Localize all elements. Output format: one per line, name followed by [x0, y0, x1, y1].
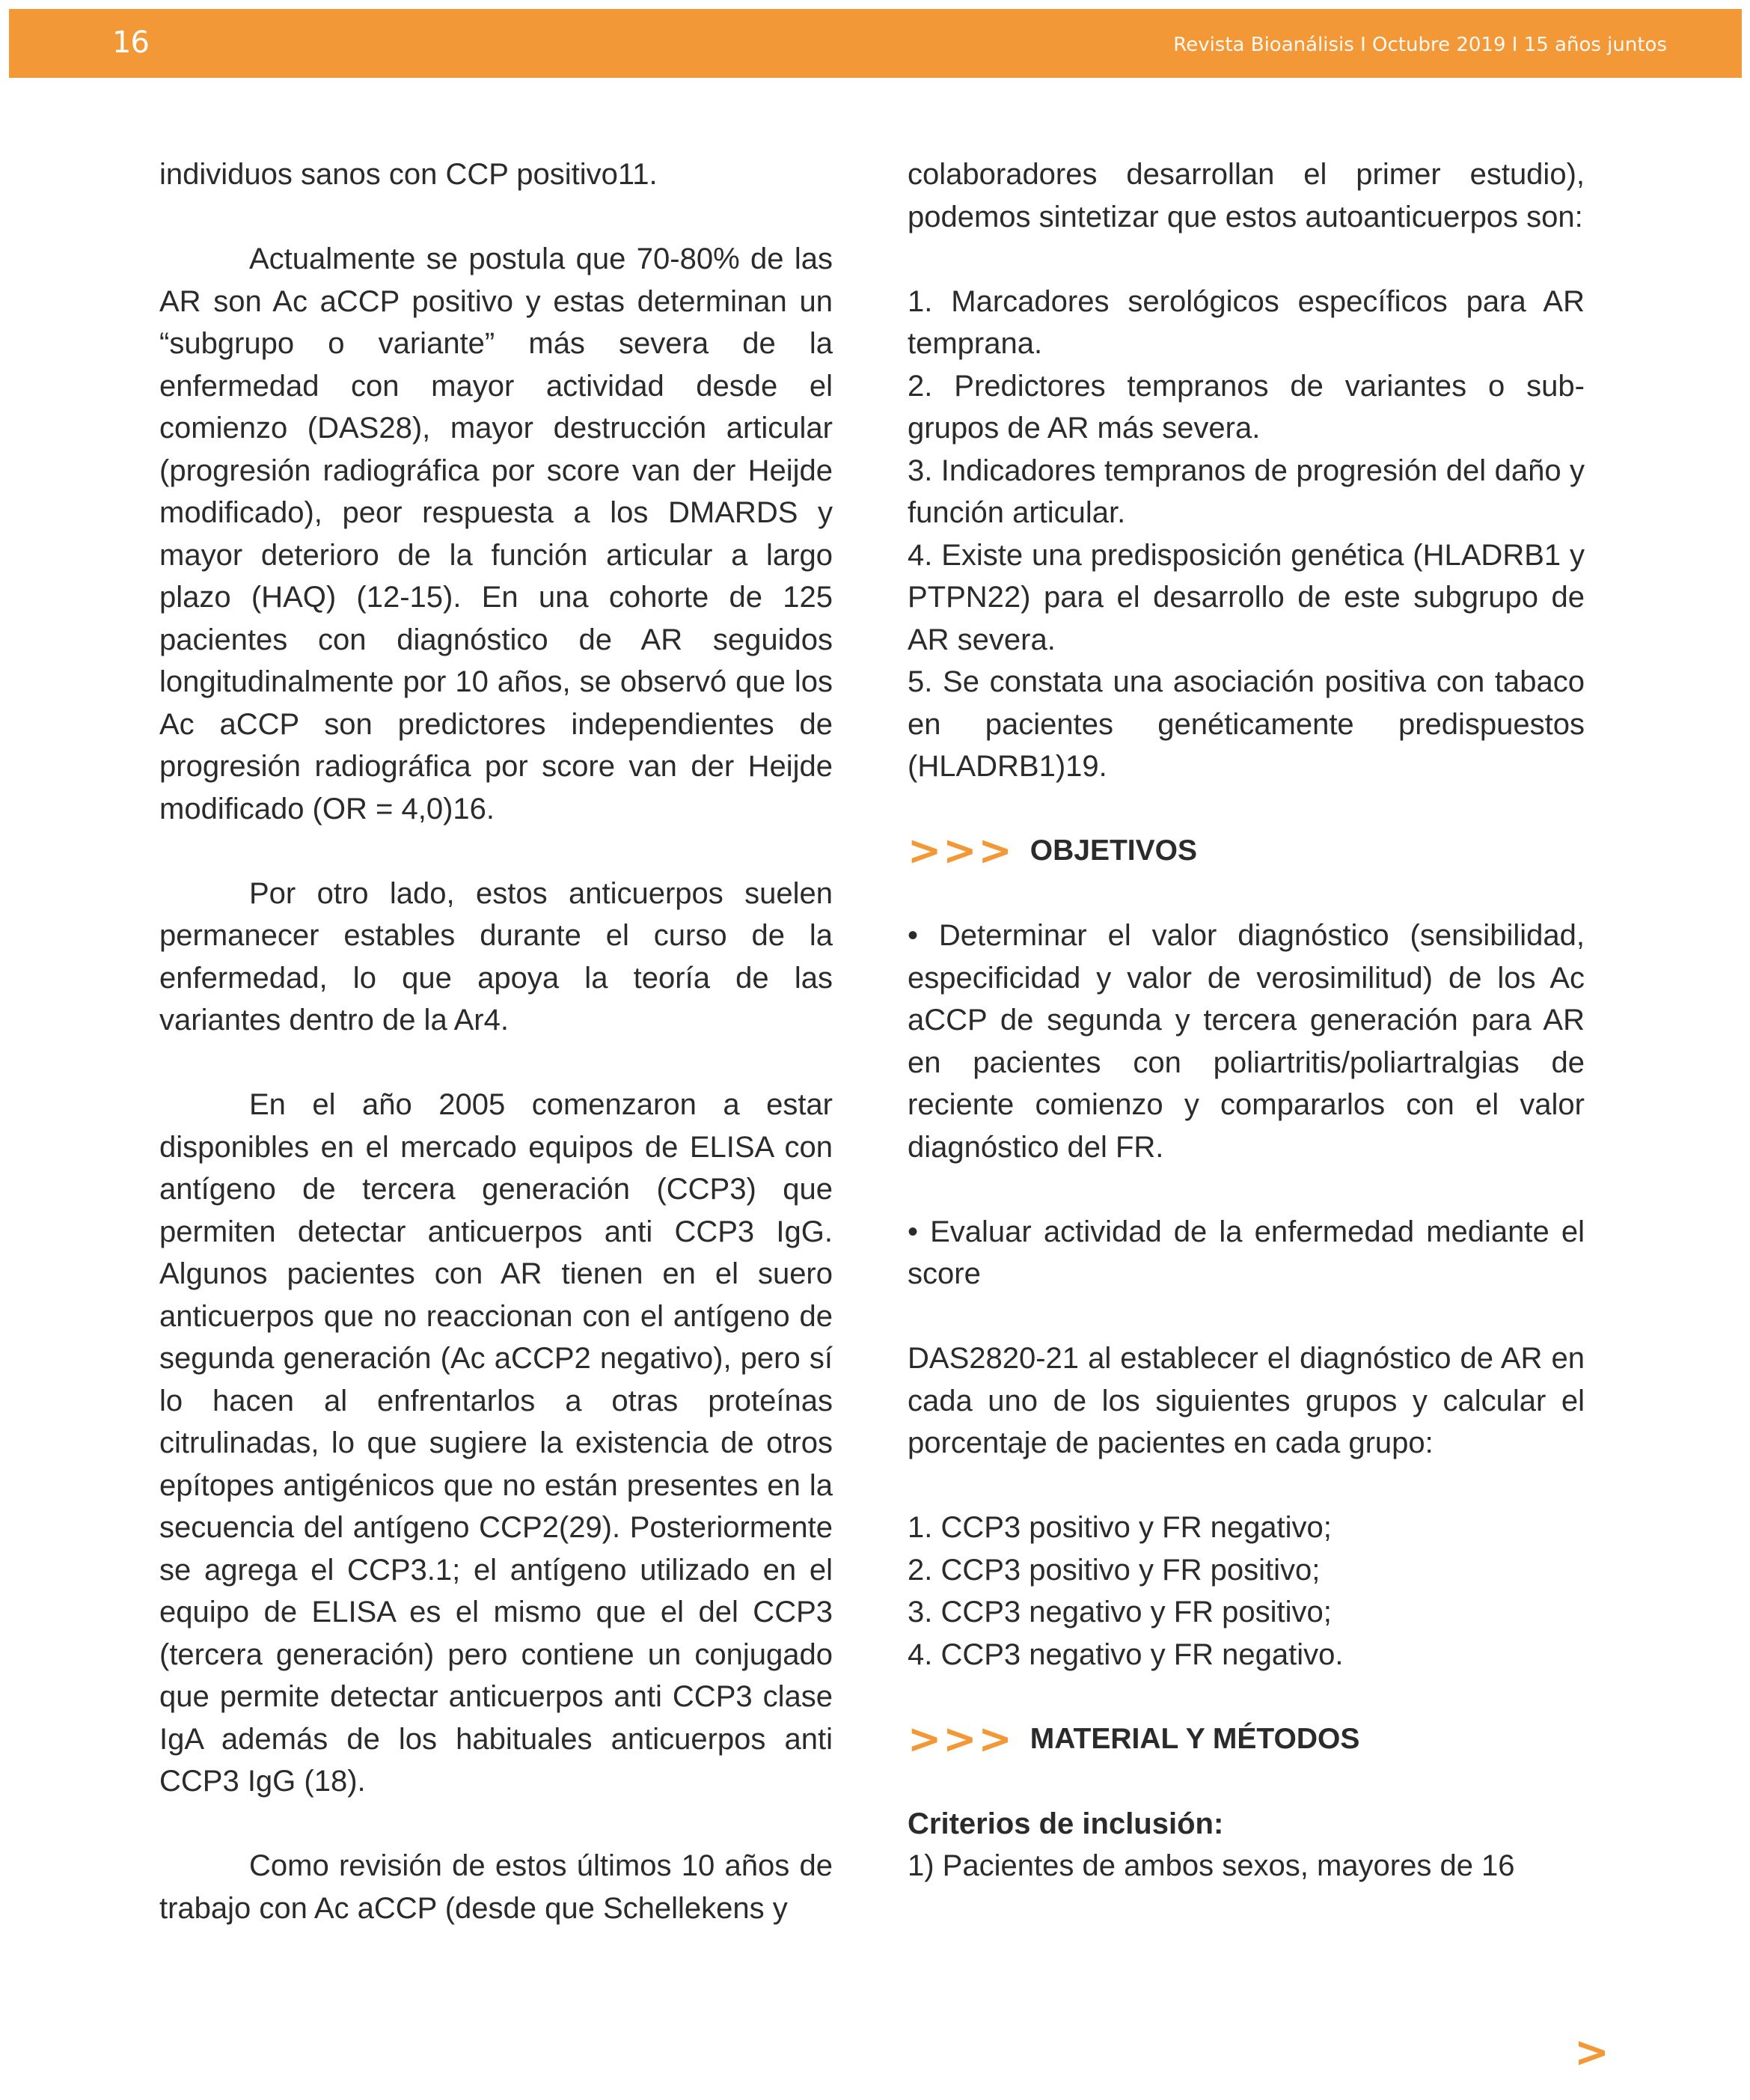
- list-item: 4. Existe una predisposición genética (HLADRB1 y PTPN22) para el desarrollo de este subgrupo de AR severa.: [908, 538, 1585, 656]
- right-column: [908, 153, 1585, 1887]
- list-item: 3. Indicadores tempranos de progresión del daño y función articular.: [908, 454, 1585, 529]
- section-heading-material: [908, 1715, 1585, 1762]
- list-item: 2. Predictores tempranos de variantes o sub-grupos de AR más severa.: [908, 369, 1585, 445]
- list-item: 4. CCP3 negativo y FR negativo.: [908, 1637, 1344, 1671]
- list-item: 1) Pacientes de ambos sexos, mayores de 16: [908, 1849, 1515, 1882]
- paragraph: colaboradores desarrollan el primer estudio), podemos sintetizar que estos autoanticuerpos son:: [908, 158, 1585, 233]
- paragraph: En el año 2005 comenzaron a estar disponibles en el mercado equipos de ELISA con antígeno de tercera generación (CCP3) que permiten detectar anticuerpos anti CCP3 IgG. Algunos pacientes con AR tienen en el suero anticuerpos que no reaccionan con el antígeno de segunda generación (Ac aCCP2 negativo), pero sí lo hacen al enfrentarlos a otras proteínas citrulinadas, lo que sugiere la existencia de otros epítopes antigénicos que no están presentes en la secuencia del antígeno CCP2(29). Posteriormente se agrega el CCP3.1; el antígeno utilizado en el equipo de ELISA es el mismo que el del CCP3 (tercera generación) pero contiene un conjugado que permite detectar anticuerpos anti CCP3 clase IgA además de los habituales anticuerpos anti CCP3 IgG (18).: [159, 1088, 833, 1798]
- bullet-item: • Determinar el valor diagnóstico (sensibilidad, especificidad y valor de verosimilitud) de los Ac aCCP de segunda y tercera generación para AR en pacientes con poliartritis/poliartralgias de reciente comienzo y compararlos con el valor diagnóstico del FR.: [908, 919, 1585, 1164]
- list-item: 1. CCP3 positivo y FR negativo;: [908, 1511, 1332, 1544]
- section-heading-objetivos: [908, 827, 1585, 874]
- paragraph: individuos sanos con CCP positivo11.: [159, 158, 658, 191]
- criteria-label: Criterios de inclusión:: [908, 1807, 1224, 1840]
- heading-text: MATERIAL Y MÉTODOS: [1029, 1722, 1360, 1755]
- list-item: 3. CCP3 negativo y FR positivo;: [908, 1596, 1332, 1629]
- paragraph: Por otro lado, estos anticuerpos suelen permanecer estables durante el curso de la enfermedad, lo que apoya la teoría de las variantes dentro de la Ar4.: [159, 876, 833, 1037]
- bullet-item: • Evaluar actividad de la enfermedad mediante el score: [908, 1215, 1585, 1290]
- page-number: 16: [112, 25, 149, 60]
- paragraph: DAS2820-21 al establecer el diagnóstico de AR en cada uno de los siguientes grupos y calcular el porcentaje de pacientes en cada grupo:: [908, 1342, 1585, 1459]
- header-bar: [9, 9, 1742, 78]
- paragraph: Como revisión de estos últimos 10 años de trabajo con Ac aCCP (desde que Schellekens y: [159, 1849, 833, 1925]
- list-item: 1. Marcadores serológicos específicos para AR temprana.: [908, 284, 1585, 360]
- next-page-arrow-icon[interactable]: >: [1574, 2028, 1609, 2077]
- chevrons-icon: >>>: [908, 827, 1014, 874]
- list-item: 5. Se constata una asociación positiva con tabaco en pacientes genéticamente predispuestos (HLADRB1)19.: [908, 665, 1585, 783]
- list-item: 2. CCP3 positivo y FR positivo;: [908, 1553, 1321, 1587]
- left-column: [159, 153, 833, 1929]
- chevrons-icon: >>>: [908, 1715, 1014, 1762]
- paragraph: Actualmente se postula que 70-80% de las AR son Ac aCCP positivo y estas determinan un “subgrupo o variante” más severa de la enfermedad con mayor actividad desde el comienzo (DAS28), mayor destrucción articular (progresión radiográfica por score van der Heijde modificado), peor respuesta a los DMARDS y mayor deterioro de la función articular a largo plazo (HAQ) (12-15). En una cohorte de 125 pacientes con diagnóstico de AR seguidos longitudinalmente por 10 años, se observó que los Ac aCCP son predictores independientes de progresión radiográfica por score van der Heijde modificado (OR = 4,0)16.: [159, 242, 833, 825]
- heading-text: OBJETIVOS: [1029, 834, 1197, 867]
- journal-info: Revista Bioanálisis I Octubre 2019 I 15 años juntos: [1173, 34, 1667, 56]
